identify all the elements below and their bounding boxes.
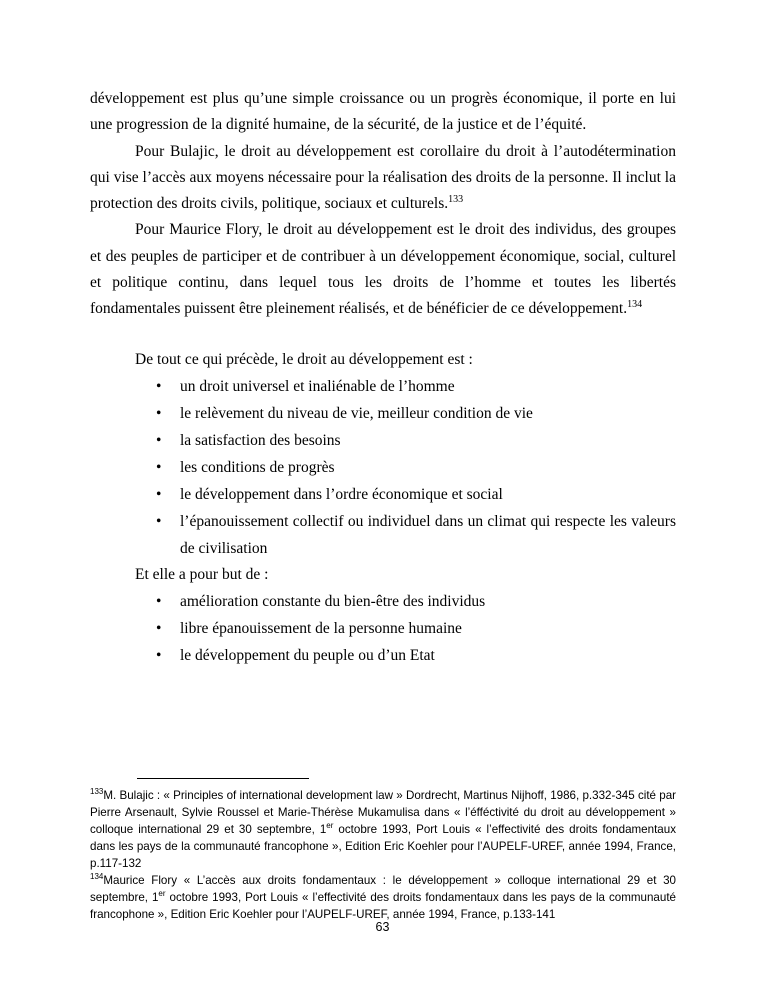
- bullet-list-buts: [154, 588, 676, 669]
- paragraph-continuation: [90, 86, 676, 139]
- footnote-text: octobre 1993, Port Louis « l’effectivité des droits fondamentaux dans les pays de la communauté francophone », Edition Eric Koehler pour l’AUPELF-UREF, année 1994, France, p.133-141: [90, 891, 676, 921]
- list-item: • le développement du peuple ou d’un Etat: [154, 642, 676, 669]
- ordinal-superscript: er: [326, 821, 334, 831]
- footnote-text: Maurice Flory « L’accès aux droits fondamentaux : le développement » colloque international 29 et 30 septembre, 1: [90, 874, 676, 904]
- list-item: • le développement dans l’ordre économique et social: [154, 481, 676, 508]
- footnote-text: octobre 1993, Port Louis « l’effectivité des droits fondamentaux dans les pays de la communauté francophone », Edition Eric Koehler pour l’AUPELF-UREF, année 1994, France, p.117-132: [90, 823, 676, 870]
- footnote-134: [90, 872, 676, 923]
- list-item: • les conditions de progrès: [154, 454, 676, 481]
- footnote-separator: [137, 778, 309, 779]
- paragraph-text: Pour Bulajic, le droit au développement est corollaire du droit à l’autodétermination qui vise l’accès aux moyens nécessaire pour la réalisation des droits de la personne. Il inclut la protection des droits civils, politique, sociaux et culturels.: [90, 142, 676, 213]
- footnote-number: 133: [90, 787, 104, 797]
- list-item: • l’épanouissement collectif ou individuel dans un climat qui respecte les valeurs de civilisation: [154, 508, 676, 562]
- footnote-133: [90, 787, 676, 872]
- footnote-number: 134: [90, 872, 104, 882]
- list-item: • libre épanouissement de la personne humaine: [154, 615, 676, 642]
- list-item: • amélioration constante du bien-être des individus: [154, 588, 676, 615]
- page-number: 63: [375, 920, 390, 934]
- list1-intro: De tout ce qui précède, le droit au développement est :: [135, 350, 473, 368]
- list-item: • le relèvement du niveau de vie, meilleur condition de vie: [154, 400, 676, 427]
- paragraph-text: Pour Maurice Flory, le droit au développement est le droit des individus, des groupes et des peuples de participer et de contribuer à un développement économique, social, culturel et politique continu, dans lequel tous les droits de l’homme et toutes les libertés fondamentales puissent être pleinement réalisés, et de bénéficier de ce développement.: [90, 221, 676, 318]
- paragraph-text: développement est plus qu’une simple croissance ou un progrès économique, il porte en lui une progression de la dignité humaine, de la sécurité, de la justice et de l’équité.: [90, 90, 676, 134]
- footnotes-section: [90, 778, 676, 923]
- list-item: • un droit universel et inaliénable de l’homme: [154, 373, 676, 400]
- paragraph-bulajic: [90, 139, 676, 218]
- list2-intro: Et elle a pour but de :: [135, 565, 269, 583]
- footnote-text: M. Bulajic : « Principles of international development law » Dordrecht, Martinus Nijhoff, 1986, p.332-345 cité par Pierre Arsenault, Sylvie Roussel et Marie-Thérèse Mukamulisa dans « l’éfféctivité du droit au développement » colloque international 29 et 30 septembre, 1: [90, 789, 676, 836]
- ordinal-superscript: er: [158, 889, 166, 899]
- bullet-list-droit-au-developpement: [154, 373, 676, 562]
- footnote-reference-133: 133: [448, 194, 464, 206]
- page-content: [90, 86, 676, 669]
- footnote-reference-134: 134: [627, 299, 643, 311]
- paragraph-flory: [90, 217, 676, 322]
- list-item: • la satisfaction des besoins: [154, 427, 676, 454]
